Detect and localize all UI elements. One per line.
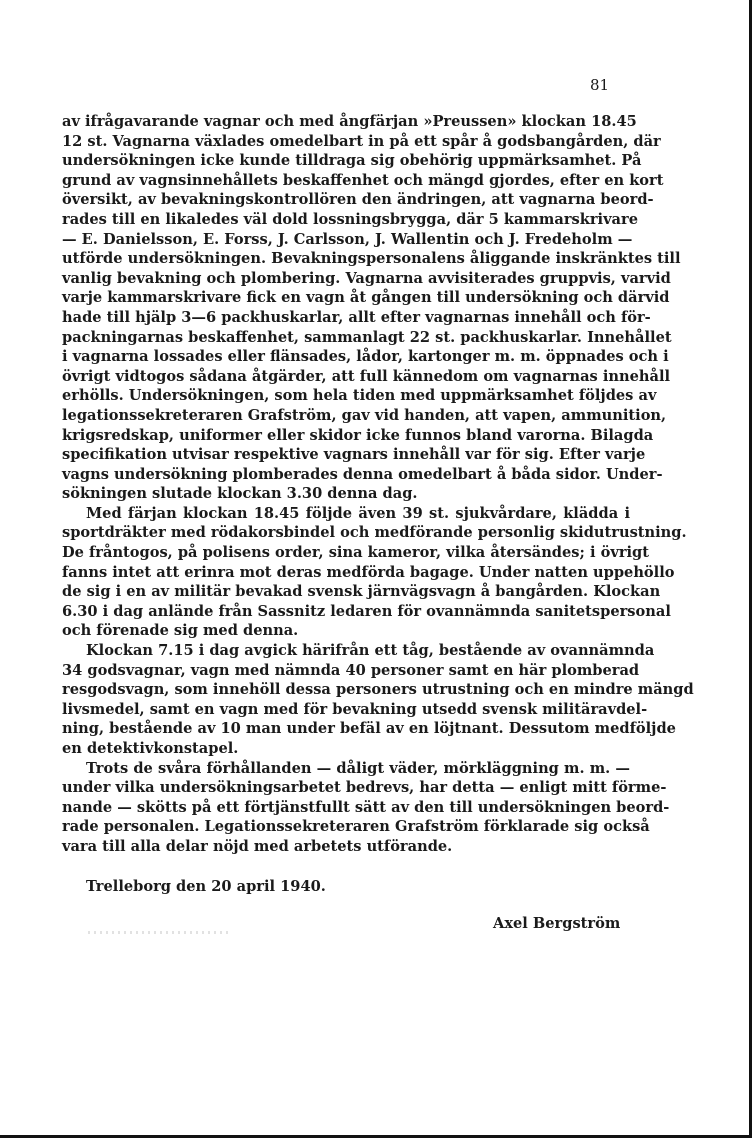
text-line: undersökningen icke kunde tilldraga sig obehörig uppmärksamhet. På (62, 152, 642, 170)
text-line: legationssekreteraren Grafström, gav vid handen, att vapen, ammunition, (62, 406, 667, 424)
text-line: erhölls. Undersökningen, som hela tiden med uppmärksamhet följdes av (62, 387, 657, 405)
text-line: de sig i en av militär bevakad svensk järnvägsvagn å bangården. Klockan (62, 583, 661, 601)
text-line: nande — skötts på ett förtjänstfullt sätt av den till undersökningen beord- (62, 798, 670, 816)
text-line: vara till alla delar nöjd med arbetets utförande. (62, 837, 453, 855)
text-line: 6.30 i dag anlände från Sassnitz ledaren för ovannämnda sanitetspersonal (62, 602, 671, 620)
text-line: specifikation utvisar respektive vagnars innehåll var för sig. Efter varje (62, 446, 646, 464)
text-line: resgodsvagn, som innehöll dessa personers utrustning och en mindre mängd (62, 681, 694, 699)
closing-date-line: Trelleborg den 20 april 1940. (86, 878, 326, 895)
text-line: översikt, av bevakningskontrollören den ändringen, att vagnarna beord- (62, 191, 654, 209)
text-line: vanlig bevakning och plombering. Vagnarna avvisiterades gruppvis, varvid (62, 269, 671, 287)
text-line: varje kammarskrivare fick en vagn åt gången till undersökning och därvid (62, 289, 670, 307)
text-line: en detektivkonstapel. (62, 740, 239, 757)
text-line: 12 st. Vagnarna växlades omedelbart in på ett spår å godsbangården, där (62, 132, 661, 150)
text-line: packningarnas beskaffenhet, sammanlagt 22 st. packhuskarlar. Innehållet (62, 328, 672, 346)
signature: Axel Bergström (493, 915, 621, 932)
text-line: hade till hjälp 3—6 packhuskarlar, allt efter vagnarnas innehåll och för- (62, 308, 651, 326)
page-number: 81 (590, 76, 610, 94)
text-line: rades till en likaledes väl dold lossningsbrygga, där 5 kammarskrivare (62, 210, 638, 228)
text-line: fanns intet att erinra mot deras medförda bagage. Under natten uppehöllo (62, 563, 675, 581)
text-line: livsmedel, samt en vagn med för bevakning utsedd svensk militäravdel- (62, 700, 648, 718)
scan-smudge (88, 931, 228, 934)
text-line: under vilka undersökningsarbetet bedrevs, har detta — enligt mitt förme- (62, 779, 667, 797)
text-line: grund av vagnsinnehållets beskaffenhet och mängd gjordes, efter en kort (62, 171, 664, 189)
text-line: utförde undersökningen. Bevakningspersonalens åliggande inskränktes till (62, 250, 681, 268)
text-line: krigsredskap, uniformer eller skidor icke funnos bland varorna. Bilagda (62, 426, 654, 444)
text-line: övrigt vidtogos sådana åtgärder, att full kännedom om vagnarnas innehåll (62, 367, 671, 385)
text-line: 34 godsvagnar, vagn med nämnda 40 personer samt en här plomberad (62, 661, 640, 679)
body-text (62, 112, 694, 857)
text-line: av ifrågavarande vagnar och med ångfärjan »Preussen» klockan 18.45 (62, 113, 637, 130)
text-line: De fråntogos, på polisens order, sina kameror, vilka återsändes; i övrigt (62, 544, 649, 562)
text-line: vagns undersökning plomberades denna omedelbart å båda sidor. Under- (62, 465, 663, 483)
text-line: och förenade sig med denna. (62, 622, 299, 640)
text-line: Med färjan klockan 18.45 följde även 39 st. sjukvårdare, klädda i (86, 504, 630, 522)
text-line: Trots de svåra förhållanden — dåligt väder, mörkläggning m. m. — (86, 759, 630, 777)
text-line: i vagnarna lossades eller flänsades, lådor, kartonger m. m. öppnades och i (62, 348, 669, 366)
text-line: ning, bestående av 10 man under befäl av en löjtnant. Dessutom medföljde (62, 720, 676, 738)
text-line: sökningen slutade klockan 3.30 denna dag. (62, 485, 418, 503)
text-line: rade personalen. Legationssekreteraren Grafström förklarade sig också (62, 818, 650, 836)
text-line: sportdräkter med rödakorsbindel och medförande personlig skidutrustning. (62, 524, 687, 542)
text-line: — E. Danielsson, E. Forss, J. Carlsson, J. Wallentin och J. Fredeholm — (62, 230, 633, 248)
text-line: Klockan 7.15 i dag avgick härifrån ett tåg, bestående av ovannämnda (86, 642, 655, 660)
